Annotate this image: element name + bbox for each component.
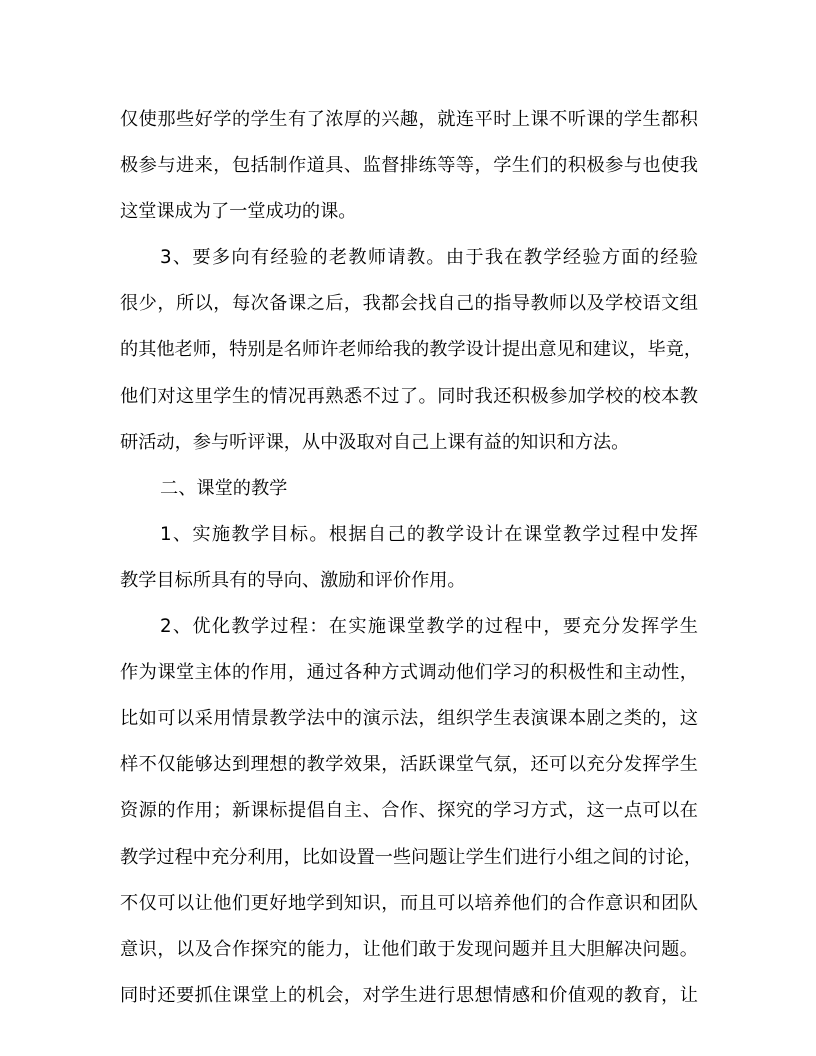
paragraph-heading-2 — [120, 466, 698, 512]
text-line: 二、课堂的教学 — [160, 477, 288, 499]
text-line: 比如可以采用情景教学法中的演示法，组织学生表演课本剧之类的，这 — [120, 708, 698, 730]
text-line: 教学过程中充分利用，比如设置一些问题让学生们进行小组之间的讨论， — [120, 846, 703, 868]
text-line: 教学目标所具有的导向、激励和评价作用。 — [120, 569, 466, 591]
text-line: 不仅可以让他们更好地学到知识，而且可以培养他们的合作意识和团队 — [120, 892, 698, 914]
text-line: 极参与进来，包括制作道具、监督排练等等，学生们的积极参与也使我 — [120, 155, 698, 177]
text-line: 1、实施教学目标。根据自己的教学设计在课堂教学过程中发挥 — [160, 523, 698, 545]
paragraph-point-3 — [120, 235, 703, 465]
text-line: 作为课堂主体的作用，通过各种方式调动他们学习的积极性和主动性， — [120, 662, 698, 684]
paragraph-continuation — [120, 97, 698, 235]
text-line: 的其他老师，特别是名师许老师给我的教学设计提出意见和建议，毕竟， — [120, 339, 703, 361]
text-line: 样不仅能够达到理想的教学效果，活跃课堂气氛，还可以充分发挥学生 — [120, 754, 698, 776]
paragraph-item-2 — [120, 604, 703, 1019]
document-body — [120, 97, 703, 1019]
text-line: 研活动，参与听评课，从中汲取对自己上课有益的知识和方法。 — [120, 431, 630, 453]
text-line: 仅使那些好学的学生有了浓厚的兴趣，就连平时上课不听课的学生都积 — [120, 109, 698, 130]
text-line: 他们对这里学生的情况再熟悉不过了。同时我还积极参加学校的校本教 — [120, 385, 698, 407]
paragraph-item-1 — [120, 512, 698, 604]
text-line: 资源的作用；新课标提倡自主、合作、探究的学习方式，这一点可以在 — [120, 800, 698, 822]
text-line: 意识，以及合作探究的能力，让他们敢于发现问题并且大胆解决问题。 — [120, 938, 698, 960]
text-line: 同时还要抓住课堂上的机会，对学生进行思想情感和价值观的教育，让 — [120, 984, 698, 1006]
text-line: 2、优化教学过程：在实施课堂教学的过程中，要充分发挥学生 — [160, 616, 698, 638]
text-line: 这堂课成为了一堂成功的课。 — [120, 201, 357, 223]
text-line: 3、要多向有经验的老教师请教。由于我在教学经验方面的经验 — [160, 247, 698, 269]
text-line: 很少，所以，每次备课之后，我都会找自己的指导教师以及学校语文组 — [120, 293, 698, 315]
